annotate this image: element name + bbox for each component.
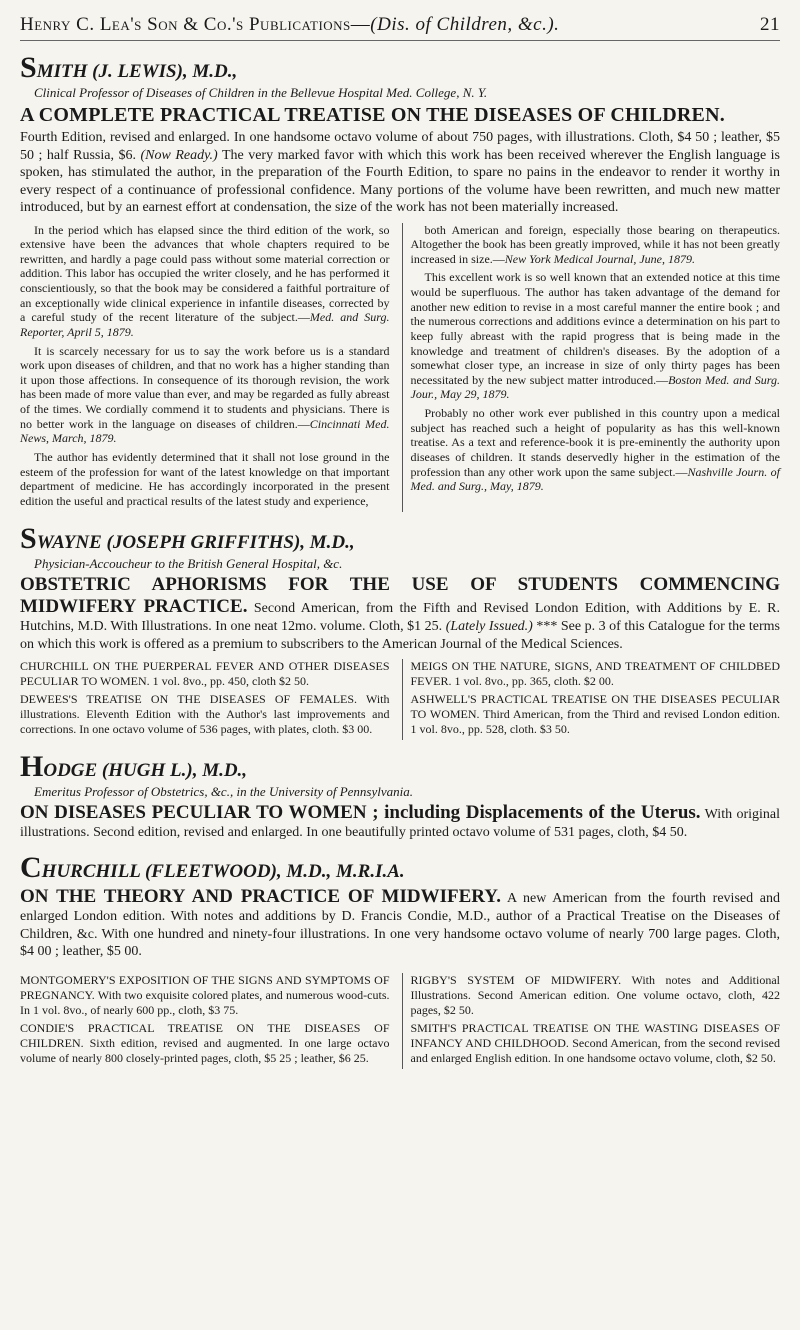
review-text: both American and foreign, especially those bearing on therapeutics. Altogether the book has been greatly improved, while it has not been greatly increased in size.— xyxy=(410,222,780,266)
book-summary: The very marked favor with which this work has been received wherever the English language is spoken, has stimulated the author, in the preparation of the Fourth Edition, to spare no pains in the endeavor to render it worthy in every respect of a continuance of professional confidence. Many portions of the volume have been rewritten, and much new matter introduced, but by an earnest effort at condensation, the size of the work has not been materially increased. xyxy=(20,147,780,215)
author-initial: S xyxy=(20,51,37,84)
related-book-entry: DEWEES'S TREATISE ON THE DISEASES OF FEMALES. With illustrations. Eleventh Edition with the Author's last improvements and corrections. In one octavo volume of 536 pages, with plates, cloth. $3 00. xyxy=(20,692,390,737)
entry-hodge xyxy=(20,750,780,841)
review-paragraph xyxy=(20,344,390,446)
catalogue-page xyxy=(20,0,780,1069)
related-book-entry: CONDIE'S PRACTICAL TREATISE ON THE DISEASES OF CHILDREN. Sixth edition, revised and augmented. In one large octavo volume of nearly 800 closely-printed pages, cloth, $5 25 ; leather, $6 25. xyxy=(20,1020,390,1065)
related-book-entry: CHURCHILL ON THE PUERPERAL FEVER AND OTHER DISEASES PECULIAR TO WOMEN. 1 vol. 8vo., pp. 450, cloth $2 50. xyxy=(20,659,390,689)
related-book-entry: SMITH'S PRACTICAL TREATISE ON THE WASTING DISEASES OF INFANCY AND CHILDHOOD. Second American, from the second revised and enlarged English edition. In one handsome octavo volume, cloth, $2 50. xyxy=(410,1020,780,1065)
review-text: It is scarcely necessary for us to say the work before us is a standard work upon diseases of children, and that no work has a higher standing than it upon those affections. In consequence of its thorough revision, the work has been made of more value than ever, and may be regarded as fully abreast of the times. We cordially commend it to students and physicians. There is no better work in the language on diseases of children.— xyxy=(20,343,390,431)
author-name: MITH (J. LEWIS), M.D., xyxy=(36,61,238,82)
author-initial: H xyxy=(20,750,44,784)
entry-churchill xyxy=(20,851,780,1068)
author-affiliation: Clinical Professor of Diseases of Children in the Bellevue Hospital Med. College, N. Y. xyxy=(34,85,488,100)
book-title: OBSTETRIC APHORISMS FOR THE USE OF STUDENTS COMMENCING MIDWIFERY PRACTICE. xyxy=(20,574,780,618)
author-name: HURCHILL (FLEETWOOD), M.D., M.R.I.A. xyxy=(41,861,405,883)
book-description xyxy=(20,574,780,653)
author-heading xyxy=(20,51,780,84)
author-affiliation: Physician-Accoucheur to the British General Hospital, &c. xyxy=(34,556,343,572)
book-title: ON THE THEORY AND PRACTICE OF MIDWIFERY. xyxy=(20,886,502,908)
review-source: Nashville Journ. of Med. and Surg., May, 1879. xyxy=(410,464,780,494)
related-books-left xyxy=(20,973,390,1069)
author-name: ODGE (HUGH L.), M.D., xyxy=(43,760,248,782)
book-description xyxy=(20,129,780,217)
author-affiliation: Emeritus Professor of Obstetrics, &c., in the University of Pennsylvania. xyxy=(34,784,413,800)
review-text: In the period which has elapsed since the third edition of the work, so extensive have been the advances that whole chapters required to be rewritten, and hardly a page could pass without some material correction or addition. This labor has occupied the writer closely, and he has performed it conscientiously, so that the book may be considered a faithful portraiture of an exceptionally wide clinical experience in infantile diseases, corrected by a careful study of the recent literature of the subject.— xyxy=(20,222,390,325)
review-source: Cincinnati Med. News, March, 1879. xyxy=(20,416,390,446)
entry-swayne xyxy=(20,522,780,740)
page-number: 21 xyxy=(760,14,780,35)
author-name: WAYNE (JOSEPH GRIFFITHS), M.D., xyxy=(36,532,355,554)
book-details: With original illustrations. Second edition, revised and enlarged. In one beautifully printed octavo volume of 531 pages, cloth, $4 50. xyxy=(20,807,780,840)
review-source: Boston Med. and Surg. Jour., May 29, 1879. xyxy=(410,372,780,402)
book-details: A new American from the fourth revised and enlarged London edition. With notes and additions by D. Francis Condie, M.D., author of a Practical Treatise on the Diseases of Children, &c. With one hundred and ninety-four illustrations. In one very handsome octavo volume of nearly 700 large pages. Cloth, $4 00 ; leather, $5 00. xyxy=(20,891,781,960)
author-heading xyxy=(20,522,780,555)
related-book-entry: ASHWELL'S PRACTICAL TREATISE ON THE DISEASES PECULIAR TO WOMEN. Third American, from the Third and revised London edition. 1 vol. 8vo., pp. 528, cloth. $3 50. xyxy=(410,692,780,737)
availability-note: (Now Ready.) xyxy=(140,147,218,163)
book-details: Fourth Edition, revised and enlarged. In one handsome octavo volume of about 750 pages, with illustrations. Cloth, $4 50 ; leather, $5 50 ; half Russia, $6. xyxy=(20,130,780,163)
review-paragraph xyxy=(411,406,781,494)
book-title: A COMPLETE PRACTICAL TREATISE ON THE DISEASES OF CHILDREN. xyxy=(20,104,725,126)
review-text: The author has evidently determined that it shall not lose ground in the esteem of the profession for want of the latest knowledge on that important department of medicine. He has accordingly incorporated in the present edition the useful and practical results of the latest study and experience, xyxy=(20,449,390,508)
reviews-left-column xyxy=(20,223,390,513)
related-book-entry: MEIGS ON THE NATURE, SIGNS, AND TREATMENT OF CHILDBED FEVER. 1 vol. 8vo., pp. 365, cloth. $2 00. xyxy=(410,659,780,689)
author-initial: S xyxy=(20,522,37,556)
author-heading xyxy=(20,851,780,884)
book-description xyxy=(20,802,780,841)
review-text: Probably no other work ever published in this country upon a medical subject has reached such a height of popularity as has this well-known treatise. As a text and reference-book it is pre-eminently the authority upon diseases of children. It stands deservedly higher in the estimation of the profession than any other work upon the same subject.— xyxy=(410,406,780,479)
book-description xyxy=(20,886,780,960)
reviews xyxy=(20,223,780,513)
related-books-left xyxy=(20,659,390,740)
related-book-entry: MONTGOMERY'S EXPOSITION OF THE SIGNS AND SYMPTOMS OF PREGNANCY. With two exquisite colored plates, and numerous wood-cuts. In 1 vol. 8vo., of nearly 600 pp., cloth, $3 75. xyxy=(20,972,390,1017)
author-initial: C xyxy=(20,851,42,885)
premium-note: *** See p. 3 of this Catalogue for the terms on which this work is offered as a premium to subscribers to the American Journal of the Medical Sciences. xyxy=(20,619,780,652)
related-books-right xyxy=(402,659,781,740)
running-head xyxy=(20,14,780,41)
running-head-title: Henry C. Lea's Son & Co.'s Publications—(Dis. of Children, &c.). xyxy=(20,14,560,35)
review-paragraph xyxy=(411,223,781,267)
entry-smith xyxy=(20,51,780,512)
availability-note: (Lately Issued.) xyxy=(445,619,533,635)
reviews-right-column xyxy=(402,223,781,513)
review-source: Med. and Surg. Reporter, April 5, 1879. xyxy=(20,310,390,339)
review-paragraph xyxy=(20,223,390,340)
book-title: ON DISEASES PECULIAR TO WOMEN ; including Displacements of the Uterus. xyxy=(20,802,701,824)
related-book-entry: RIGBY'S SYSTEM OF MIDWIFERY. With notes and Additional Illustrations. Second American edition. One volume octavo, cloth, 422 pages, $2 50. xyxy=(410,972,780,1017)
review-text: This excellent work is so well known that an extended notice at this time would be superfluous. The author has taken advantage of the demand for another new edition to revise in a most careful manner the entire book ; and the numerous corrections and additions evince a determination on his part to keep fully abreast with the rapid progress that is being made in the knowledge and treatment of children's diseases. By the adoption of a somewhat closer type, an increase in size of only thirty pages has been necessitated by the new subject matter introduced.— xyxy=(410,270,780,387)
related-books xyxy=(20,659,780,740)
book-details: Second American, from the Fifth and Revised London Edition, with Additions by E. R. Hutchins, M.D. With Illustrations. In one neat 12mo. volume. Cloth, $1 25. xyxy=(20,601,780,635)
section-name: (Dis. of Children, &c.). xyxy=(370,14,560,35)
related-books xyxy=(20,973,780,1069)
review-paragraph xyxy=(411,270,781,402)
author-heading xyxy=(20,750,780,783)
review-source: New York Medical Journal, June, 1879. xyxy=(504,251,695,266)
review-paragraph xyxy=(20,450,390,509)
related-books-right xyxy=(402,973,781,1069)
publisher-name: Henry C. Lea's Son & Co.'s Publications xyxy=(20,14,351,35)
